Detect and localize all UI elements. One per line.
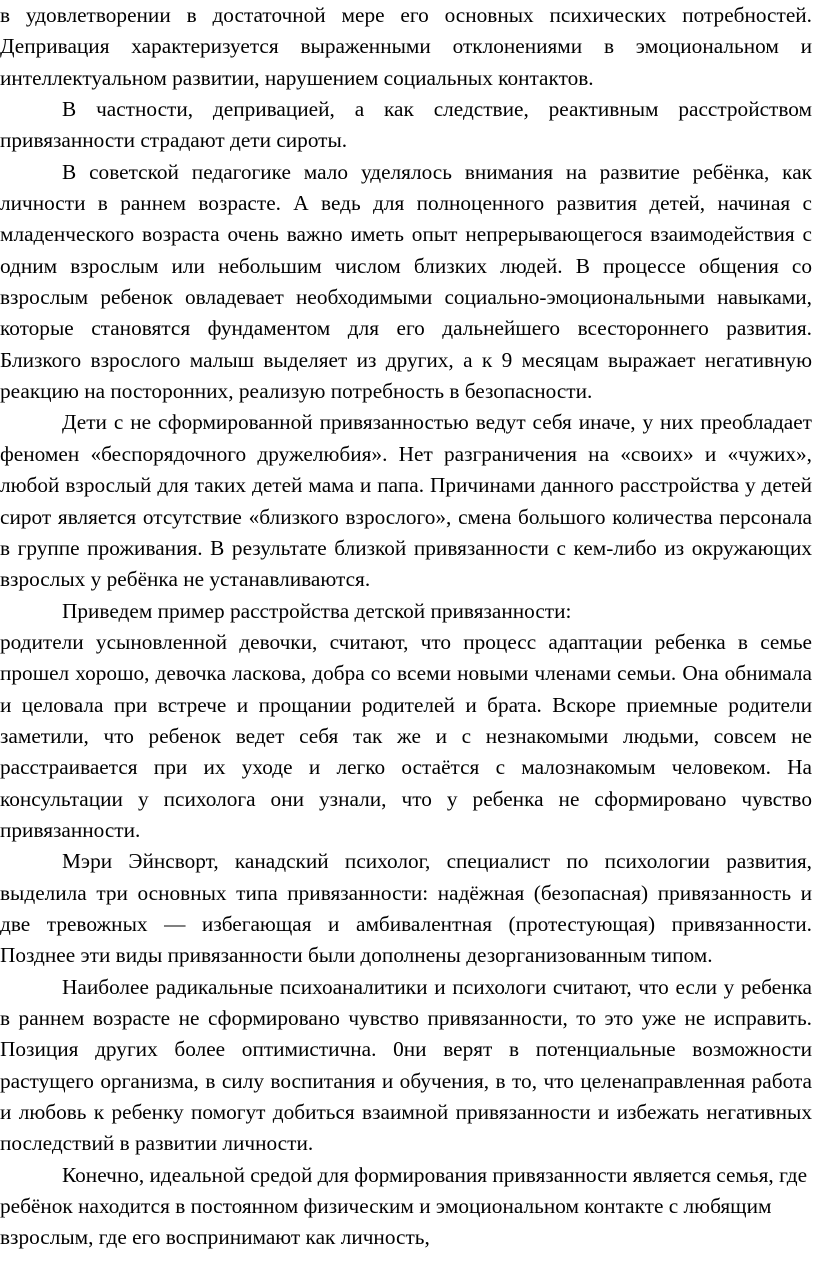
paragraph-radical-views: Наиболее радикальные психоаналитики и психологи считают, что если у ребенка в раннем возрасте не сформировано чувство привязанности, то это уже не исправить. Позиция других более оптимистична. 0ни верят в потенциальные возможности растущего организма, в силу воспитания и обучения, в то, что целенаправленная работа и любовь к ребенку помогут добиться взаимной привязанности и избежать негативных последствий в развитии личности. (0, 974, 812, 1156)
paragraph-example-intro: Приведем пример расстройства детской привязанности: (62, 598, 572, 623)
paragraph-example-case: родители усыновленной девочки, считают, что процесс адаптации ребенка в семье прошел хорошо, девочка ласкова, добра со всеми новыми членами семьи. Она обнимала и целовала при встрече и прощании родителей и брата. Вскоре приемные родители заметили, что ребенок ведет себя так же и с незнакомыми людьми, совсем не расстраивается при их уходе и легко остаётся с малознакомым человеком. На консультации у психолога они узнали, что у ребенка не сформировано чувство привязанности. (0, 629, 812, 842)
paragraph-orphans: В частности, депривацией, а как следствие, реактивным расстройством привязанности страдают дети сироты. (0, 97, 812, 153)
paragraph-soviet-pedagogy: В советской педагогике мало уделялось внимания на развитие ребёнка, как личности в раннем возрасте. А ведь для полноценного развития детей, начиная с младенческого возраста очень важно иметь опыт непрерывающегося взаимодействия с одним взрослым или небольшим числом близких людей. В процессе общения со взрослым ребенок овладевает необходимыми социально-эмоциональными навыками, которые становятся фундаментом для его дальнейшего всестороннего развития. Близкого взрослого малыш выделяет из других, а к 9 месяцам выражает негативную реакцию на посторонних, реализую потребность в безопасности. (0, 159, 812, 404)
paragraph-family-environment: Конечно, идеальной средой для формирования привязанности является семья, где ребёнок находится в постоянном физическим и эмоциональном контакте с любящим взрослым, где его воспринимают как личность, (0, 1162, 808, 1250)
paragraph-deprivation-definition: в удовлетворении в достаточной мере его основных психических потребностей. Депривация характеризуется выраженными отклонениями в эмоциональном и интеллектуальном развитии, нарушением социальных контактов. (0, 3, 812, 90)
paragraph-unformed-attachment: Дети с не сформированной привязанностью ведут себя иначе, у них преобладает феномен «беспорядочного дружелюбия». Нет разграничения на «своих» и «чужих», любой взрослый для таких детей мама и папа. Причинами данного расстройства у детей сирот является отсутствие «близкого взрослого», смена большого количества персонала в группе проживания. В результате близкой привязанности с кем-либо из окружающих взрослых у ребёнка не устанавливаются. (0, 410, 812, 592)
paragraph-ainsworth: Мэри Эйнсворт, канадский психолог, специалист по психологии развития, выделила три основных типа привязанности: надёжная (безопасная) привязанность и две тревожных — избегающая и амбивалентная (протестующая) привязанности. Позднее эти виды привязанности были дополнены дезорганизованным типом. (0, 849, 812, 968)
